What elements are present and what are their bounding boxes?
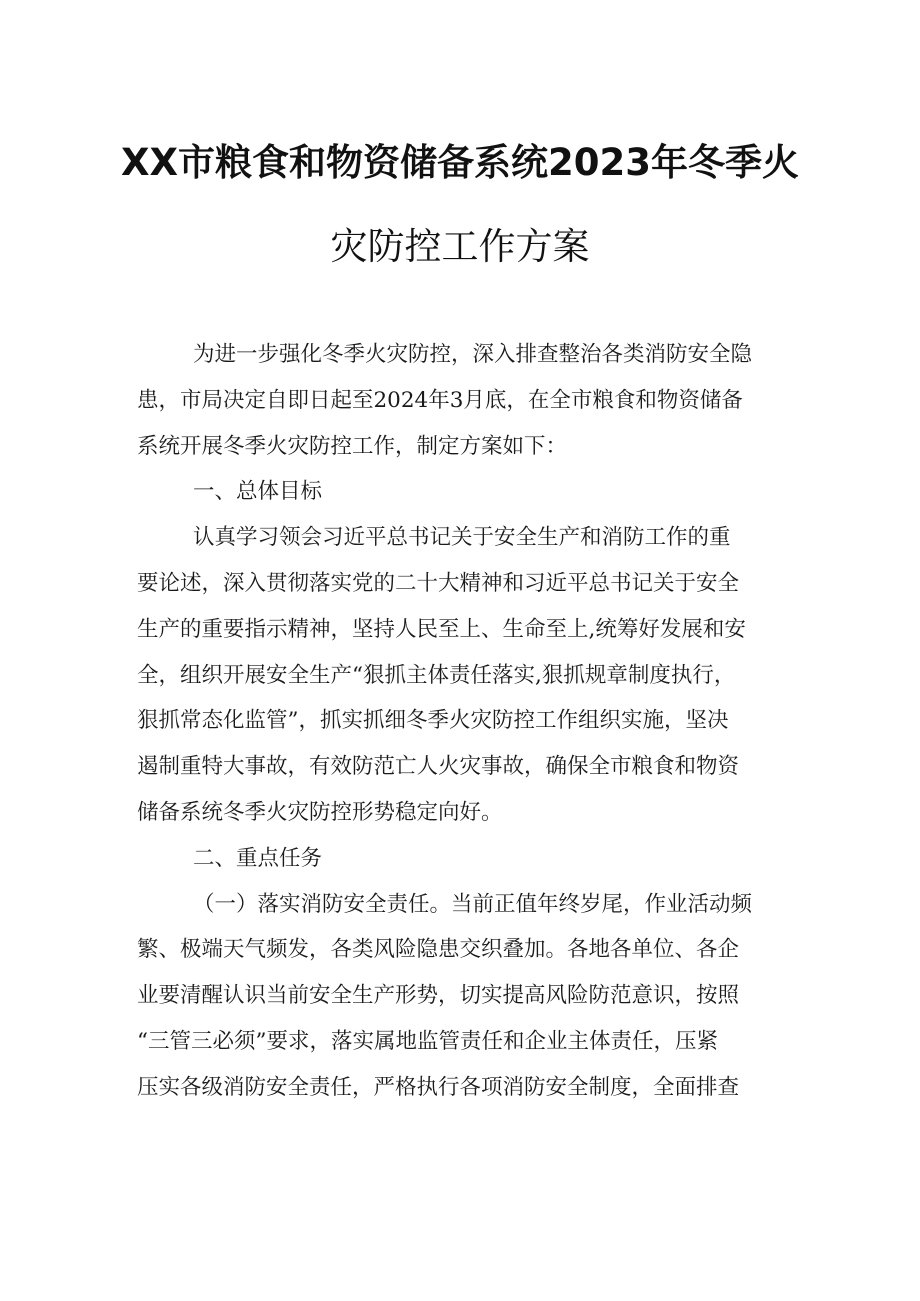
body-line: （一）落实消防安全责任。当前正值年终岁尾，作业活动频	[193, 891, 753, 917]
body-line: 认真学习领会习近平总书记关于安全生产和消防工作的重	[193, 525, 731, 551]
section-heading: 二、重点任务	[193, 845, 323, 871]
body-line: “三管三必须”要求，落实属地监管责任和企业主体责任，压紧	[137, 1028, 718, 1054]
document-title-line-2: 灾防控工作方案	[330, 225, 590, 268]
body-line: 为进一步强化冬季火灾防控，深入排查整治各类消防安全隐	[193, 342, 753, 367]
document-body	[137, 332, 797, 1111]
body-line: 全，组织开展安全生产“狠抓主体责任落实,狠抓规章制度执行，	[137, 662, 736, 688]
body-line: 遏制重特大事故，有效防范亡人火灾事故，确保全市粮食和物资	[137, 754, 740, 780]
body-line: 繁、极端天气频发，各类风险隐患交织叠加。各地各单位、各企	[137, 937, 740, 963]
body-line: 患，市局决定自即日起至2024年3月底，在全市粮食和物资储备	[137, 387, 743, 413]
body-line: 狠抓常态化监管”，抓实抓细冬季火灾防控工作组织实施，坚决	[137, 708, 729, 734]
body-line: 系统开展冬季火灾防控工作，制定方案如下：	[137, 433, 568, 459]
body-line: 要论述，深入贯彻落实党的二十大精神和习近平总书记关于安全	[137, 570, 740, 596]
body-line: 储备系统冬季火灾防控形势稳定向好。	[137, 799, 503, 825]
section-heading: 一、总体目标	[193, 479, 323, 505]
document-title-line-1: XX市粮食和物资储备系统2023年冬季火	[120, 141, 800, 184]
body-line: 业要清醒认识当前安全生产形势，切实提高风险防范意识，按照	[137, 983, 740, 1009]
body-line: 压实各级消防安全责任，严格执行各项消防安全制度，全面排查	[137, 1074, 740, 1100]
body-line: 生产的重要指示精神，坚持人民至上、生命至上,统筹好发展和安	[137, 616, 746, 642]
